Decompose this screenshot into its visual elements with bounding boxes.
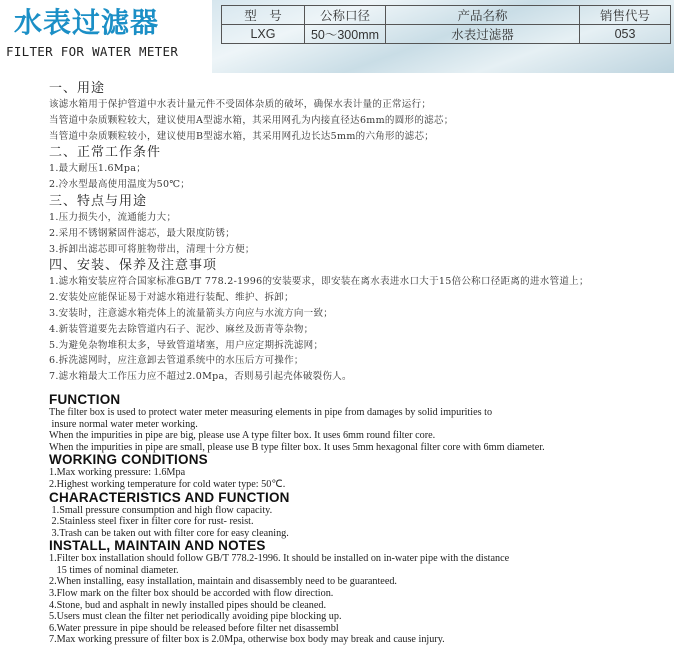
- paragraph-line: 2.Highest working temperature for cold water type: 50℃.: [49, 478, 286, 490]
- spec-cell-model: LXG: [222, 25, 305, 44]
- section-heading: 一、用途: [49, 81, 106, 96]
- spec-cell-sales-code: 053: [580, 25, 671, 44]
- paragraph-line: When the impurities in pipe are big, please use A type filter box. It uses 6mm round filter core.: [49, 430, 436, 442]
- paragraph-line: 2.采用不锈钢紧固件滤芯，最大限度防锈；: [49, 227, 236, 239]
- spec-table-row: [222, 25, 671, 44]
- paragraph-line: The filter box is used to protect water meter measuring elements in pipe from damages by solid impurities to: [49, 406, 493, 418]
- paragraph-line: 15 times of nominal diameter.: [49, 564, 179, 576]
- section-heading: 四、安装、保养及注意事项: [49, 258, 218, 274]
- cn-section-features: [49, 193, 669, 257]
- product-title-cn: 水表过滤器: [14, 6, 160, 39]
- spec-table: [221, 5, 671, 44]
- cn-section-purpose: [49, 80, 669, 144]
- spec-cell-diameter: 50～300mm: [305, 25, 386, 44]
- paragraph-line: 5.为避免杂物堆积太多，导致管道堵塞，用户应定期拆洗滤网；: [49, 339, 324, 351]
- paragraph-line: 1.最大耐压1.6Mpa；: [49, 163, 147, 175]
- cn-section-install-notes: [49, 257, 669, 385]
- paragraph-line: 3.Trash can be taken out with filter core for easy cleaning.: [49, 527, 289, 539]
- paragraph-line: When the impurities in pipe are small, please use B type filter box. It uses 5mm hexagonal filter core with 6mm diameter.: [49, 441, 545, 453]
- en-section-working-conditions: [49, 453, 669, 490]
- en-section-characteristics: [49, 491, 669, 540]
- en-section-function: [49, 393, 669, 453]
- section-spacer: [49, 385, 669, 393]
- paragraph-line: insure normal water meter working.: [49, 418, 198, 430]
- paragraph-line: 2.When installing, easy installation, maintain and disassembly need to be guaranteed.: [49, 576, 397, 588]
- paragraph-line: 7.Max working pressure of filter box is 2.0Mpa, otherwise box body may break and cause injury.: [49, 634, 445, 646]
- paragraph-line: 当管道中杂质颗粒较小，建议使用B型滤水箱，其采用网孔边长达5mm的六角形的滤芯；: [49, 130, 435, 142]
- paragraph-line: 3.安装时，注意滤水箱壳体上的流量箭头方向应与水流方向一致；: [49, 307, 334, 319]
- spec-table-header-row: [222, 6, 671, 25]
- paragraph-line: 当管道中杂质颗粒较大，建议使用A型滤水箱，其采用网孔为内接直径达6mm的圆形的滤芯；: [49, 114, 454, 126]
- spec-header-cell: 产品名称: [386, 6, 580, 25]
- paragraph-line: 4.新装管道要先去除管道内石子、泥沙、麻丝及沥青等杂物；: [49, 323, 314, 335]
- paragraph-line: 3.拆卸出滤芯即可将脏物带出，清理十分方便；: [49, 243, 255, 255]
- paragraph-line: 1.Small pressure consumption and high flow capacity.: [49, 504, 273, 516]
- section-heading: FUNCTION: [49, 391, 121, 407]
- document-body: [49, 80, 669, 646]
- section-heading: INSTALL, MAINTAIN AND NOTES: [49, 538, 266, 554]
- paragraph-line: 1.Filter box installation should follow GB/T 778.2-1996. It should be installed on in-water pipe with the distance: [49, 553, 510, 565]
- paragraph-line: 1.滤水箱安装应符合国家标准GB/T 778.2-1996的安装要求，即安装在离水表进水口大于15倍公称口径距离的进水管道上；: [49, 276, 589, 288]
- paragraph-line: 1.Max working pressure: 1.6Mpa: [49, 467, 186, 479]
- paragraph-line: 7.滤水箱最大工作压力应不超过2.0Mpa，否则易引起壳体破裂伤人。: [49, 371, 352, 383]
- spec-cell-product-name: 水表过滤器: [386, 25, 580, 44]
- spec-header-cell: 公称口径: [305, 6, 386, 25]
- en-section-install-notes: [49, 539, 669, 646]
- section-heading: CHARACTERISTICS AND FUNCTION: [49, 489, 290, 505]
- paragraph-line: 1.压力损失小，流通能力大；: [49, 211, 177, 223]
- section-heading: 二、正常工作条件: [49, 145, 162, 161]
- section-heading: 三、特点与用途: [49, 193, 148, 209]
- paragraph-line: 3.Flow mark on the filter box should be accorded with flow direction.: [49, 588, 334, 600]
- section-heading: WORKING CONDITIONS: [49, 452, 208, 468]
- paragraph-line: 该滤水箱用于保护管道中水表计量元件不受固体杂质的破坏，确保水表计量的正常运行；: [49, 99, 432, 110]
- spec-header-cell: 销售代号: [580, 6, 671, 25]
- spec-header-cell: 型 号: [222, 6, 305, 25]
- paragraph-line: 6.Water pressure in pipe should be released before filter net disassembl: [49, 622, 339, 634]
- cn-section-working-conditions: [49, 144, 669, 193]
- paragraph-line: 4.Stone, bud and asphalt in newly installed pipes should be cleaned.: [49, 599, 326, 611]
- paragraph-line: 6.拆洗滤网时，应注意卸去管道系统中的水压后方可操作；: [49, 355, 304, 367]
- product-title-en: FILTER FOR WATER METER: [6, 44, 179, 59]
- paragraph-line: 2.冷水型最高使用温度为50℃；: [49, 179, 191, 191]
- paragraph-line: 2.安装处应能保证易于对滤水箱进行装配、维护、拆卸；: [49, 292, 294, 304]
- paragraph-line: 5.Users must clean the filter net periodically avoiding pipe blocking up.: [49, 611, 342, 623]
- paragraph-line: 2.Stainless steel fixer in filter core for rust- resist.: [49, 516, 254, 528]
